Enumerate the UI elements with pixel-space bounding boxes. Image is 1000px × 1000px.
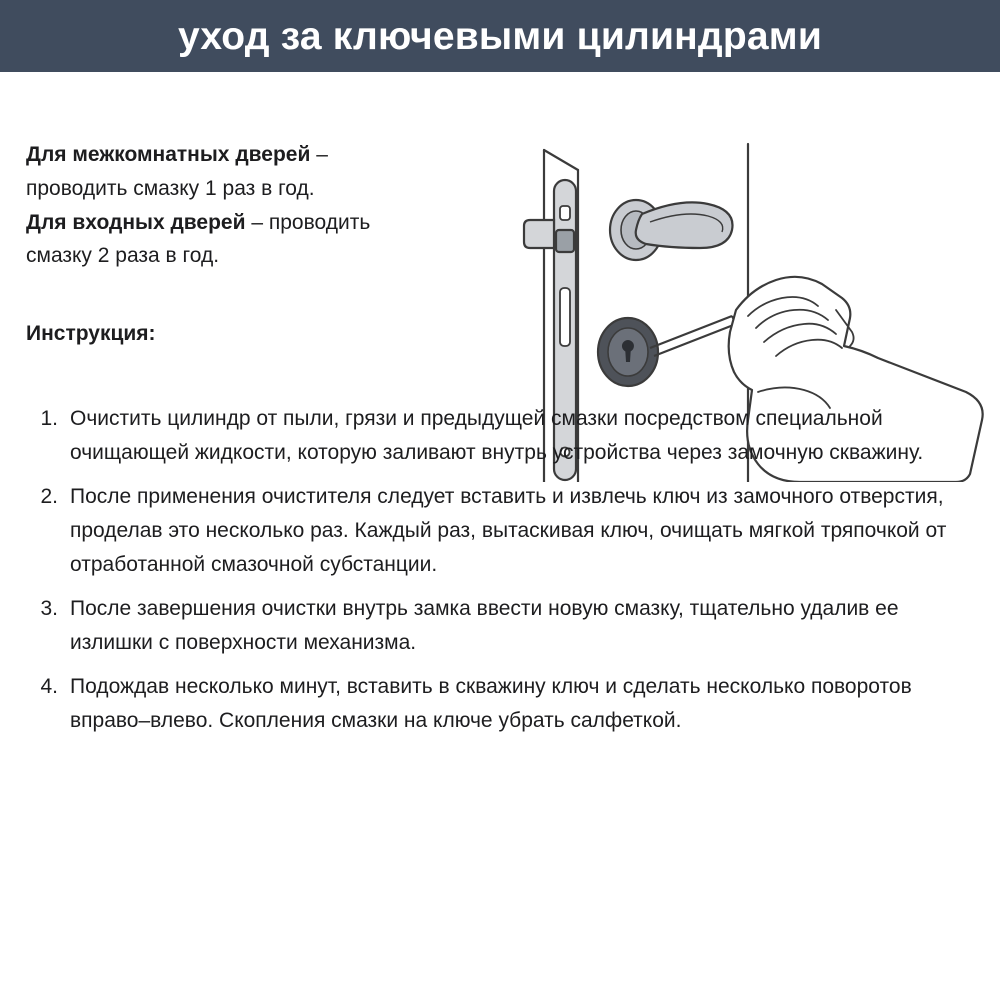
list-item <box>30 402 970 470</box>
page-title: уход за ключевыми цилиндрами <box>178 14 822 58</box>
step-text: После применения очистителя следует вставить и извлечь ключ из замочного отверстия, проделав это несколько раз. Каждый раз, вытаскивая ключ, очищать мягкой тряпочкой от отработанной смазочной субстанции. <box>70 485 947 577</box>
intro-line-3-bold: Для входных дверей <box>26 210 246 234</box>
step-number: 1. <box>40 407 58 430</box>
intro-line-3 <box>26 208 496 238</box>
step-number: 3. <box>40 597 58 621</box>
list-item <box>30 480 970 582</box>
step-text: После завершения очистки внутрь замка ввести новую смазку, тщательно удалив ее излишки с поверхности механизма. <box>70 597 899 655</box>
door-handle <box>610 200 733 260</box>
step-text: Подождав несколько минут, вставить в скважину ключ и сделать несколько поворотов вправо–влево. Скопления смазки на ключе убрать салфеткой. <box>70 675 912 733</box>
intro-line-4: смазку 2 раза в год. <box>26 244 220 268</box>
intro-line-2: проводить смазку 1 раз в год. <box>26 176 315 200</box>
intro-block <box>26 140 496 275</box>
key-cylinder <box>598 318 658 386</box>
step-number: 2. <box>40 485 58 509</box>
instruction-steps <box>30 402 970 748</box>
header-banner <box>0 0 1000 72</box>
intro-line-1 <box>26 140 496 170</box>
intro-line-1-rest: – <box>310 143 328 166</box>
step-text: Очистить цилиндр от пыли, грязи и предыдущей смазки посредством специальной очищающей жидкости, которую заливают внутрь устройства через замочную скважину. <box>70 407 924 465</box>
intro-line-3-rest: – проводить <box>245 210 371 234</box>
step-number: 4. <box>40 675 58 699</box>
list-item <box>30 670 970 738</box>
list-item <box>30 592 970 660</box>
instruction-heading: Инструкция: <box>26 322 156 345</box>
document-content <box>0 72 1000 1000</box>
intro-line-1-bold: Для межкомнатных дверей <box>26 143 311 166</box>
